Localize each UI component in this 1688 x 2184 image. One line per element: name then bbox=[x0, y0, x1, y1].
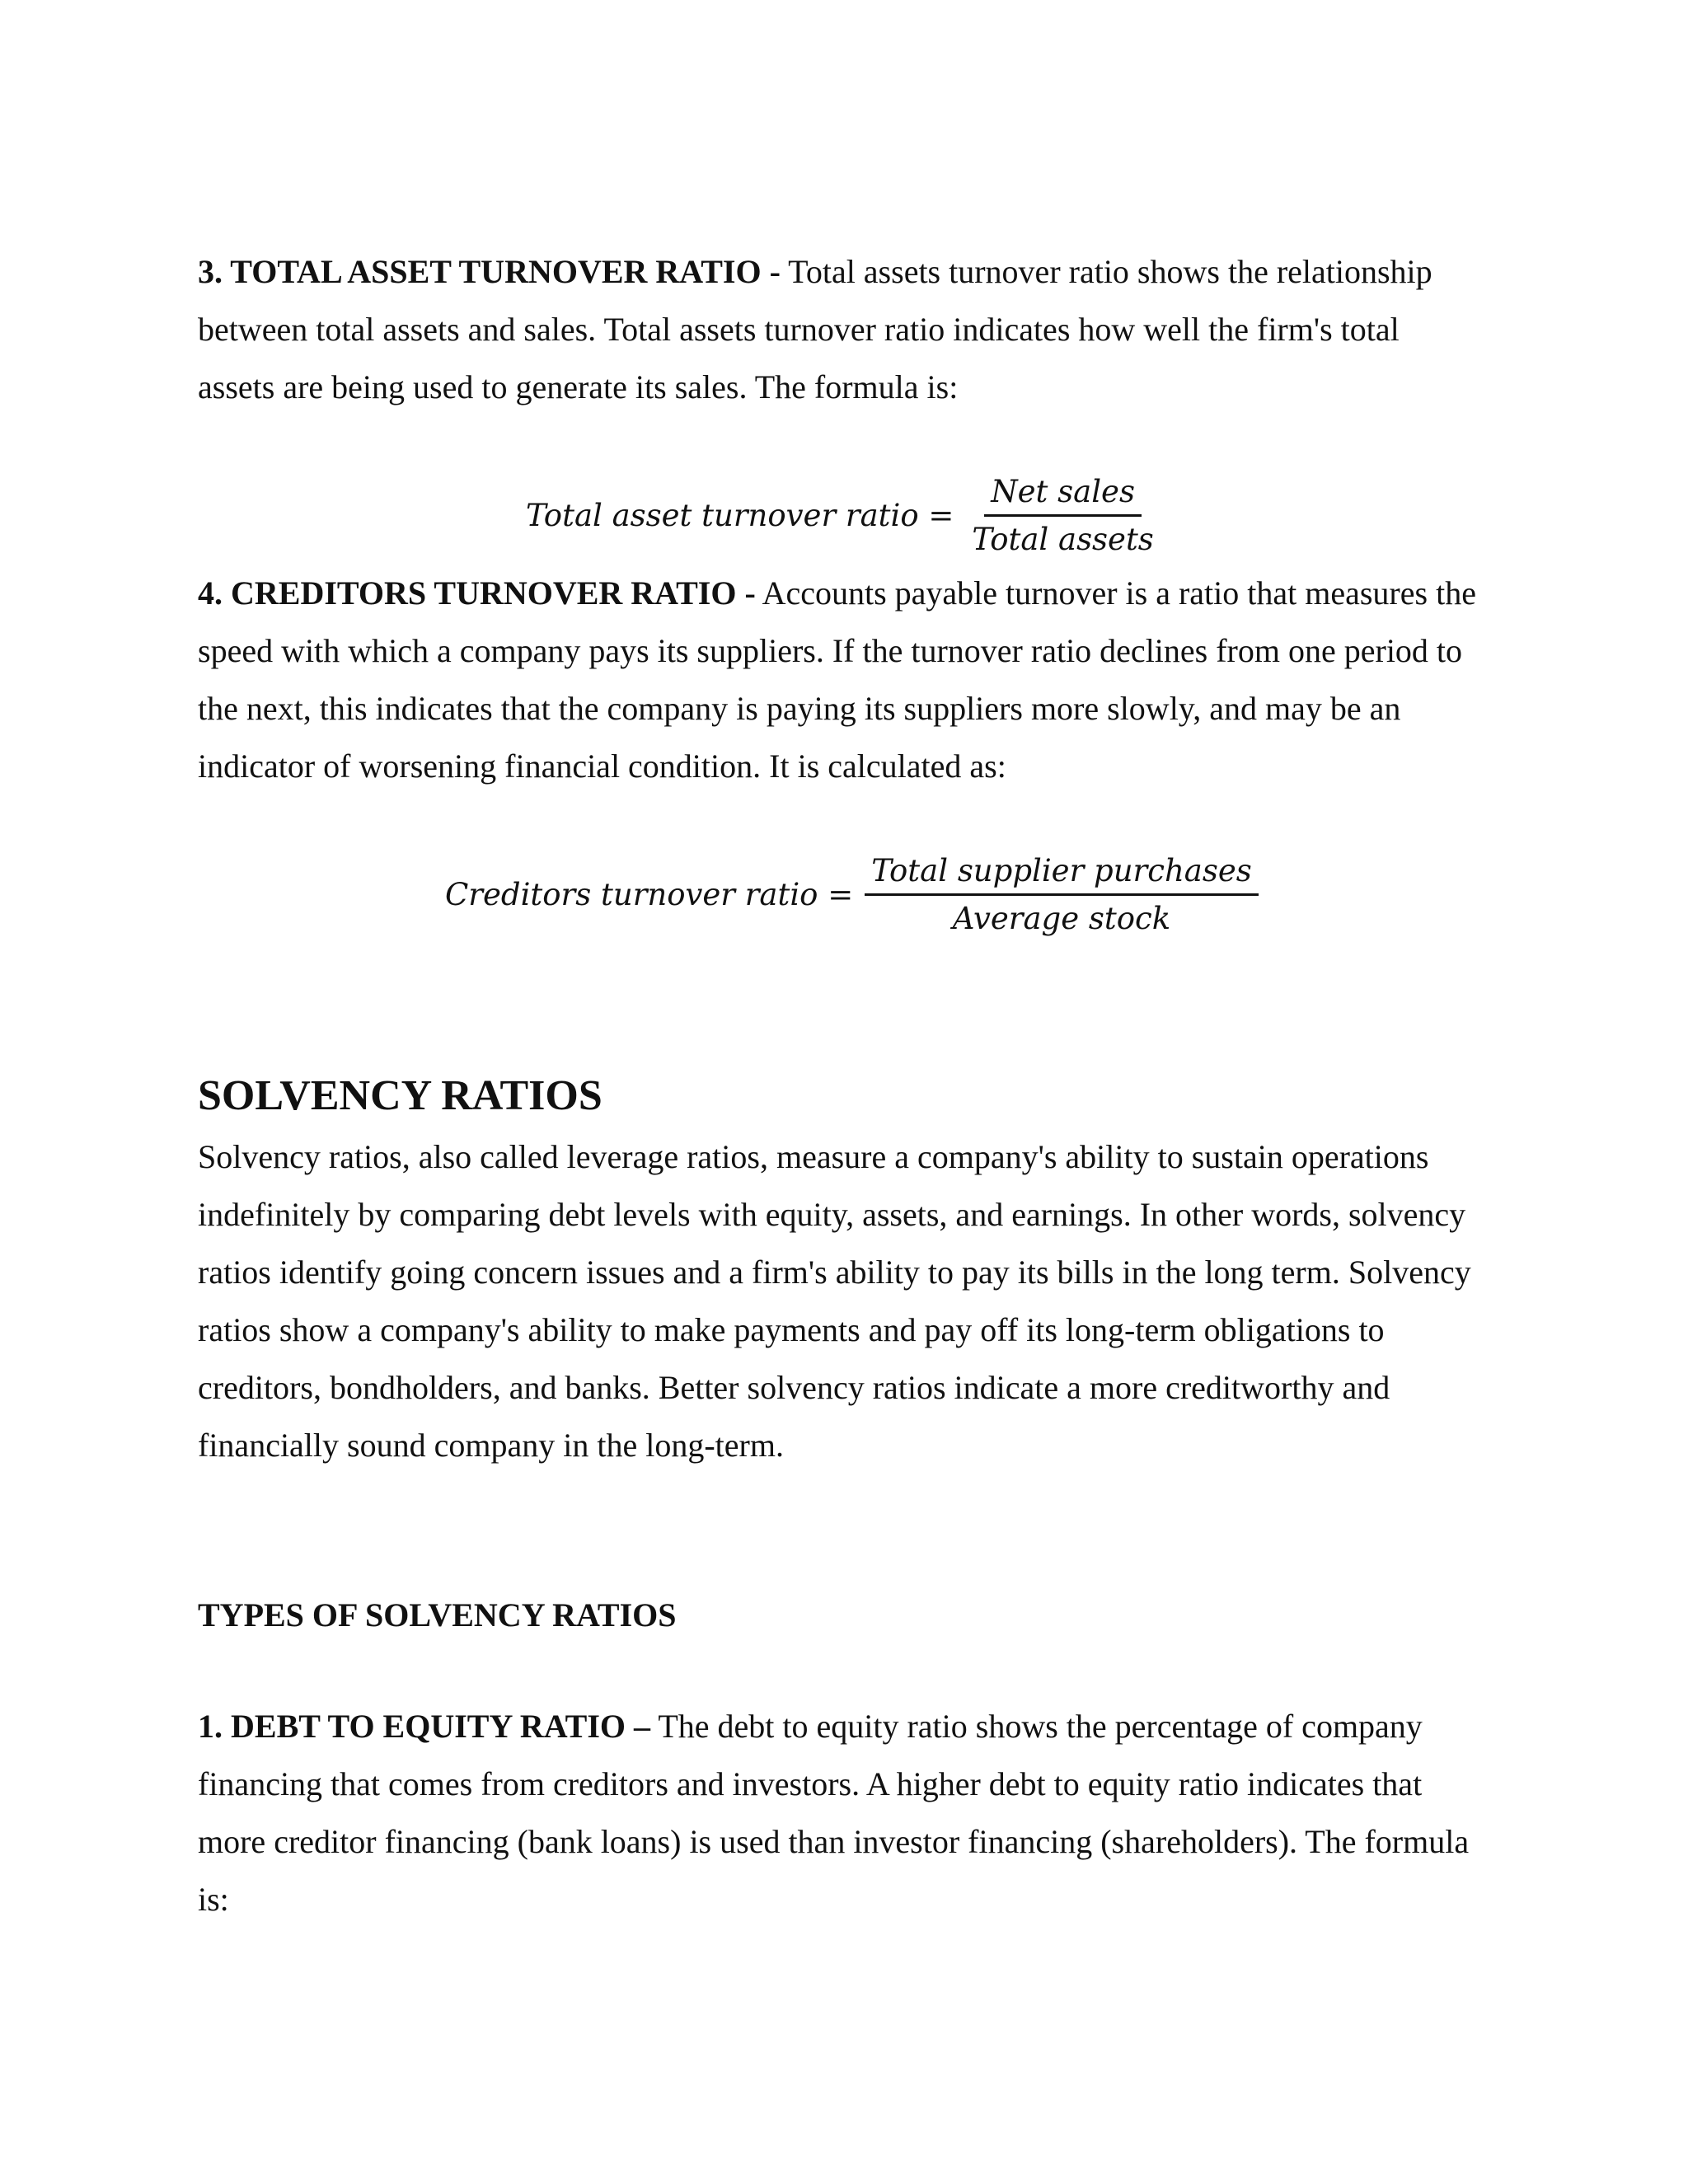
formula-2-fraction bbox=[865, 853, 1259, 936]
formula-creditors-turnover bbox=[445, 853, 1259, 936]
formula-1-lhs: Total asset turnover ratio = bbox=[526, 498, 954, 533]
body-debt-to-equity: The debt to equity ratio shows the percentage of company financing that comes from creditors and investors. A higher debt to equity ratio indicates that more creditor financing (bank loans) is used than investor financing (shareholders). The formula is: bbox=[198, 1708, 1470, 1918]
formula-total-asset-turnover bbox=[526, 474, 1160, 557]
formula-2-denominator: Average stock bbox=[952, 901, 1171, 936]
heading-total-asset-turnover: 3. TOTAL ASSET TURNOVER RATIO - bbox=[198, 253, 781, 290]
section-creditors-turnover bbox=[198, 565, 1484, 795]
types-heading: TYPES OF SOLVENCY RATIOS bbox=[198, 1596, 677, 1633]
formula-2-numerator: Total supplier purchases bbox=[865, 853, 1259, 896]
formula-1-numerator: Net sales bbox=[984, 474, 1142, 517]
formula-1-denominator: Total assets bbox=[972, 522, 1154, 557]
body-total-asset-turnover: Total assets turnover ratio shows the relationship between total assets and sales. Total assets turnover ratio indicates how well the firm's total assets are being used to generate its sales. The formula is: bbox=[198, 253, 1432, 405]
section-total-asset-turnover bbox=[198, 243, 1484, 416]
paragraph-creditors-turnover bbox=[198, 565, 1484, 795]
heading-debt-to-equity: 1. DEBT TO EQUITY RATIO – bbox=[198, 1708, 651, 1745]
section-debt-to-equity bbox=[198, 1698, 1484, 1929]
solvency-title: SOLVENCY RATIOS bbox=[198, 1072, 603, 1119]
formula-2-lhs: Creditors turnover ratio = bbox=[445, 877, 854, 912]
section-solvency-ratios bbox=[198, 1067, 1484, 1474]
formula-1-fraction bbox=[965, 474, 1160, 557]
paragraph-total-asset-turnover bbox=[198, 243, 1484, 416]
paragraph-debt-to-equity bbox=[198, 1698, 1484, 1929]
heading-creditors-turnover: 4. CREDITORS TURNOVER RATIO - bbox=[198, 574, 756, 612]
section-types-heading bbox=[198, 1586, 1484, 1644]
paragraph-solvency: Solvency ratios, also called leverage ratios, measure a company's ability to sustain operations indefinitely by comparing debt levels with equity, assets, and earnings. In other words, solvency ratios identify going concern issues and a firm's ability to pay its bills in the long term. Solvency ratios show a company's ability to make payments and pay off its long-term obligations to creditors, bondholders, and banks. Better solvency ratios indicate a more creditworthy and financially sound company in the long-term. bbox=[198, 1138, 1471, 1464]
body-creditors-turnover: Accounts payable turnover is a ratio that measures the speed with which a company pays its suppliers. If the turnover ratio declines from one period to the next, this indicates that the company is paying its suppliers more slowly, and may be an indicator of worsening financial condition. It is calculated as: bbox=[198, 574, 1476, 785]
